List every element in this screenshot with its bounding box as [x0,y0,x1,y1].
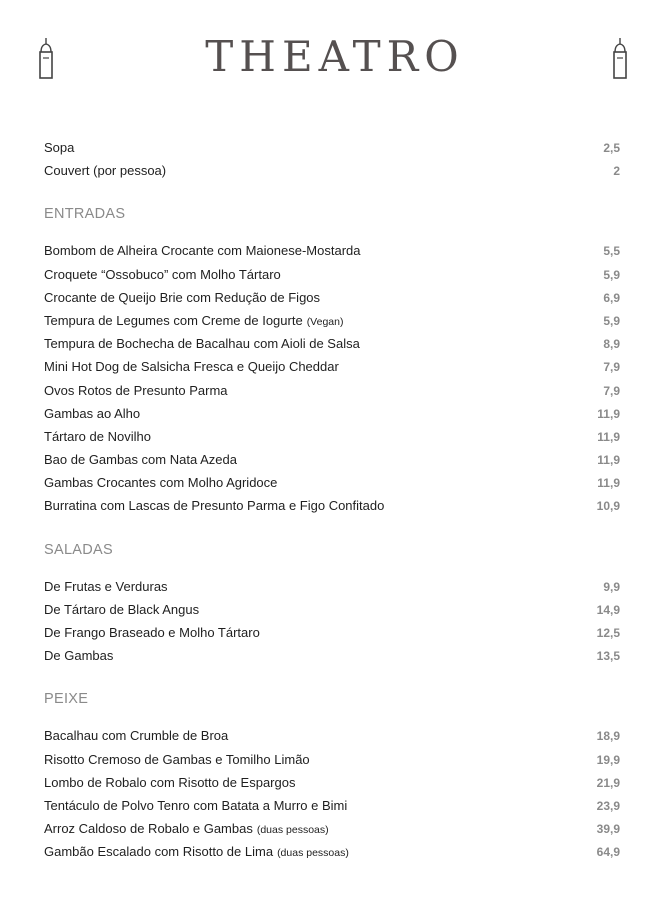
item-name: Tentáculo de Polvo Tenro com Batata a Murro e Bimi [44,797,348,813]
item-name: Tempura de Legumes com Creme de Iogurte (Vegan) [44,312,344,328]
item-price: 2 [613,164,620,179]
menu-item [44,794,620,817]
menu-item [44,621,620,644]
menu-item [44,840,620,863]
item-name: Risotto Cremoso de Gambas e Tomilho Limão [44,751,310,767]
menu-list [44,136,620,864]
item-price: 6,9 [603,290,620,305]
item-price: 23,9 [596,798,620,813]
item-price: 13,5 [596,649,620,664]
menu-item [44,286,620,309]
item-name: Gambão Escalado com Risotto de Lima (duas pessoas) [44,844,349,860]
item-name: Croquete “Ossobuco” com Molho Tártaro [44,266,281,282]
restaurant-logo: THEATRO [205,32,465,81]
menu-item [44,159,620,182]
item-name: De Gambas [44,648,114,664]
item-price: 7,9 [603,360,620,375]
item-price: 12,5 [596,626,620,640]
item-price: 11,9 [597,453,620,468]
item-price: 5,9 [603,313,620,328]
menu-item [44,575,620,598]
menu-item [44,724,620,747]
item-note: (duas pessoas) [277,847,349,860]
item-price: 11,9 [597,476,620,491]
menu-item [44,425,620,448]
item-name: Ovos Rotos de Presunto Parma [44,382,228,398]
item-name: Bacalhau com Crumble de Broa [44,728,229,744]
item-price: 14,9 [596,602,620,617]
item-name: Arroz Caldoso de Robalo e Gambas (duas pessoas) [44,821,329,837]
item-name: Couvert (por pessoa) [44,163,167,179]
item-price: 39,9 [596,822,620,837]
item-price: 8,9 [603,337,620,352]
item-name: Crocante de Queijo Brie com Redução de Figos [44,289,321,305]
item-price: 18,9 [596,729,620,744]
item-name: Gambas ao Alho [44,405,141,421]
item-name: Bombom de Alheira Crocante com Maionese-Mostarda [44,243,361,259]
item-name: Gambas Crocantes com Molho Agridoce [44,475,278,491]
menu-item [44,309,620,332]
menu-item [44,644,620,667]
menu-item [44,332,620,355]
item-price: 11,9 [597,406,620,421]
item-note: (Vegan) [306,315,344,328]
item-price: 19,9 [596,752,620,767]
item-name: Tempura de Bochecha de Bacalhau com Aioli de Salsa [44,336,360,352]
menu-item [44,402,620,425]
item-price: 11,9 [597,429,620,444]
item-name: Mini Hot Dog de Salsicha Fresca e Queijo Cheddar [44,359,339,375]
item-name: De Frango Braseado e Molho Tártaro [44,625,260,640]
menu-header [0,0,670,110]
menu-item [44,263,620,286]
item-price: 10,9 [596,499,620,514]
item-name: Lombo de Robalo com Risotto de Espargos [44,774,296,790]
item-price: 7,9 [603,383,620,398]
menu-item [44,771,620,794]
item-price: 21,9 [596,775,620,790]
item-price: 9,9 [603,579,620,594]
item-price: 64,9 [596,845,620,860]
item-price: 5,9 [603,267,620,282]
menu-item [44,448,620,471]
item-price: 2,5 [603,141,620,155]
menu-item [44,817,620,840]
menu-item [44,471,620,494]
menu-item [44,239,620,262]
section-title-saladas: SALADAS [44,541,113,558]
item-name: Tártaro de Novilho [44,428,151,444]
item-name: Sopa [44,140,75,155]
item-name: Bao de Gambas com Nata Azeda [44,452,237,468]
section-title-entradas: ENTRADAS [44,206,126,223]
item-name: Burratina com Lascas de Presunto Parma e Figo Confitado [44,498,385,514]
item-name: De Frutas e Verduras [44,578,168,594]
item-name: De Tártaro de Black Angus [44,601,200,617]
menu-item [44,379,620,402]
menu-item [44,136,620,159]
section-title-peixe: PEIXE [44,691,89,708]
lantern-icon [612,38,628,80]
menu-item [44,355,620,378]
menu-item [44,494,620,517]
menu-item [44,598,620,621]
item-price: 5,5 [603,244,620,259]
menu-item [44,748,620,771]
item-note: (duas pessoas) [256,824,329,837]
